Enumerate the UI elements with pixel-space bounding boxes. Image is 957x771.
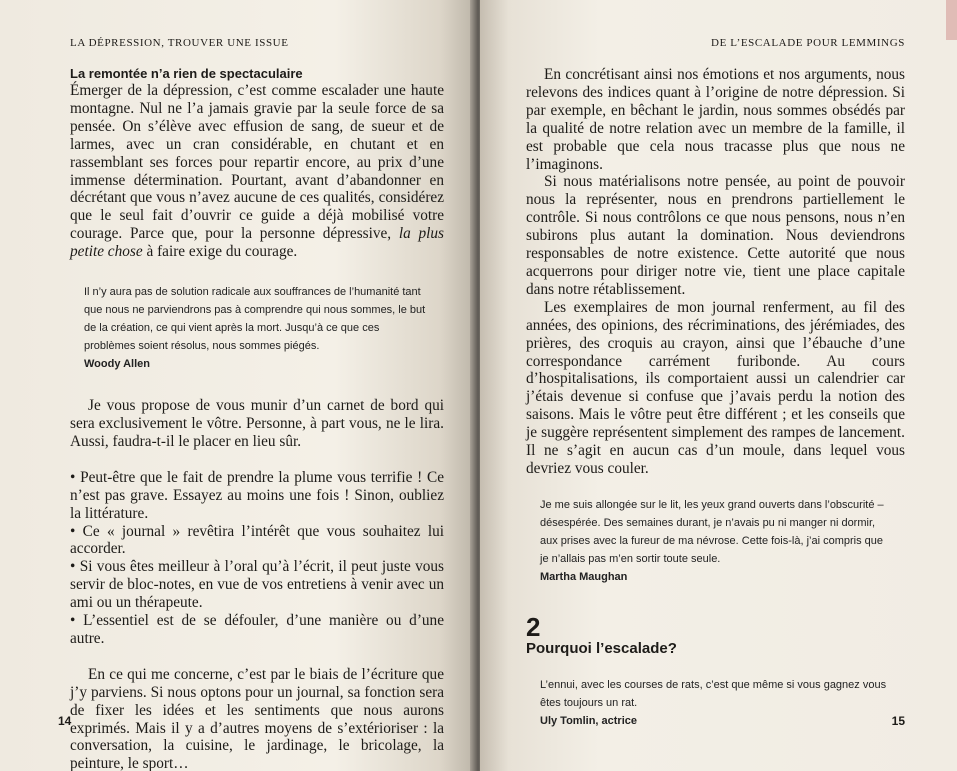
- paragraph: Émerger de la dépression, c’est comme escalader une haute montagne. Nul ne l’a jamais gravie par la seule force de sa pensée. On s’élève avec effusion de sang, de sueur et de larmes, avec un cran considérable, en chutant et en rassemblant ses forces pour repartir encore, au prix d’une immense détermination. Pourtant, avant d’abandonner en décrétant que vous n’avez aucune de ces qualités, considérez que le seul fait d’ouvrir ce guide a déjà mobilisé votre courage. Parce que, pour la personne dépressive, la plus petite chose à faire exige du courage.: [70, 82, 444, 261]
- right-page: [480, 0, 957, 771]
- epigraph-text: L’ennui, avec les courses de rats, c’est que même si vous gagnez vous êtes toujours un rat.: [540, 678, 887, 709]
- bullet-item: • Peut-être que le fait de prendre la plume vous terrifie ! Ce n’est pas grave. Essayez au moins une fois ! Sinon, oubliez la littérature.: [70, 468, 444, 522]
- epigraph: [540, 676, 891, 730]
- left-page-body: [70, 66, 444, 771]
- page-edge-tab: [946, 0, 957, 40]
- paragraph: Les exemplaires de mon journal renferment, au fil des années, des opinions, des récriminations, des jérémiades, des prières, des croquis au crayon, ainsi que l’ébauche d’une correspondance carrément furibonde. Au cours d’hospitalisations, ils comportaient aussi un calendrier car j’étais devenue si confuse que j’avais perdu la notion des saisons. Mais le vôtre peut être différent ; et les conseils que je suggère représentent simplement des rampes de lancement. Il ne s’agit en aucun cas d’un moule, dans lequel vous devriez vous couler.: [526, 298, 905, 477]
- paragraph: Si nous matérialisons notre pensée, au point de pouvoir nous la représenter, nous en prendrons partiellement le contrôle. Si nous contrôlons ce que nous pensons, nous n’en subirons plus autant la domination. Nous deviendrons responsables de notre existence. Cette autorité que nous acquerrons pour diriger notre vie, tient une place capitale dans notre rétablissement.: [526, 173, 905, 298]
- quote-text: Je me suis allongée sur le lit, les yeux grand ouverts dans l’obscurité – désespérée. Des semaines durant, je n’avais pu ni manger ni dormir, aux prises avec la fureur de ma névrose. Cette fois-là, j’ai compris que je n’allais pas m’en sortir toute seule.: [540, 498, 884, 565]
- bullet-item: • Si vous êtes meilleur à l’oral qu’à l’écrit, il peut juste vous servir de bloc-notes, en vue de vos entretiens à venir avec un ami ou un thérapeute.: [70, 558, 444, 612]
- bullet-item: • Ce « journal » revêtira l’intérêt que vous souhaitez lui accorder.: [70, 522, 444, 558]
- page-number-right: 15: [891, 714, 905, 728]
- quote-text: Il n’y aura pas de solution radicale aux souffrances de l’humanité tant que nous ne parviendrons pas à comprendre qui nous sommes, le but de la création, ce qui vient après la mort. Jusqu’à ce que ces problèmes soient résolus, nous sommes piégés.: [84, 286, 426, 353]
- paragraph: Je vous propose de vous munir d’un carnet de bord qui sera exclusivement le vôtre. Personne, à part vous, ne le lira. Aussi, faudra-t-il le placer en lieu sûr.: [70, 397, 444, 450]
- right-page-body: [526, 66, 905, 730]
- quote-author: Woody Allen: [84, 358, 150, 371]
- bullet-item: • L’essentiel est de se défouler, d’une manière ou d’une autre.: [70, 612, 444, 647]
- chapter-number: 2: [526, 611, 541, 642]
- quote-block: [540, 496, 891, 586]
- quote-block: [84, 283, 430, 373]
- paragraph: En concrétisant ainsi nos émotions et nos arguments, nous relevons des indices quant à l’origine de notre dépression. Si par exemple, en bêchant le jardin, nous sommes obsédés par la qualité de notre relation avec un membre de la famille, il est probable que cela nous tracasse plus que nous ne l’imaginons.: [526, 66, 905, 173]
- quote-author: Martha Maughan: [540, 570, 628, 583]
- bullet-list: [70, 469, 444, 648]
- paragraph-group: [526, 66, 905, 478]
- left-page: [0, 0, 478, 771]
- chapter-title: Pourquoi l’escalade?: [526, 639, 677, 657]
- chapter-heading: [526, 611, 905, 658]
- running-head-left: LA DÉPRESSION, TROUVER UNE ISSUE: [70, 37, 289, 49]
- running-head-right: DE L’ESCALADE POUR LEMMINGS: [711, 37, 905, 49]
- page-number-left: 14: [58, 714, 72, 728]
- epigraph-author: Uly Tomlin, actrice: [540, 714, 637, 727]
- paragraph: En ce qui me concerne, c’est par le biais de l’écriture que j’y parviens. Si nous optons pour un journal, sa fonction sera de fixer les idées et les sentiments que nous aurons exprimés. Mais il y a d’autres moyens de s’extérioriser : la conversation, la cuisine, le jardinage, le bricolage, la peinture, le sport…: [70, 665, 444, 771]
- section-subheading: La remontée n’a rien de spectaculaire: [70, 66, 303, 81]
